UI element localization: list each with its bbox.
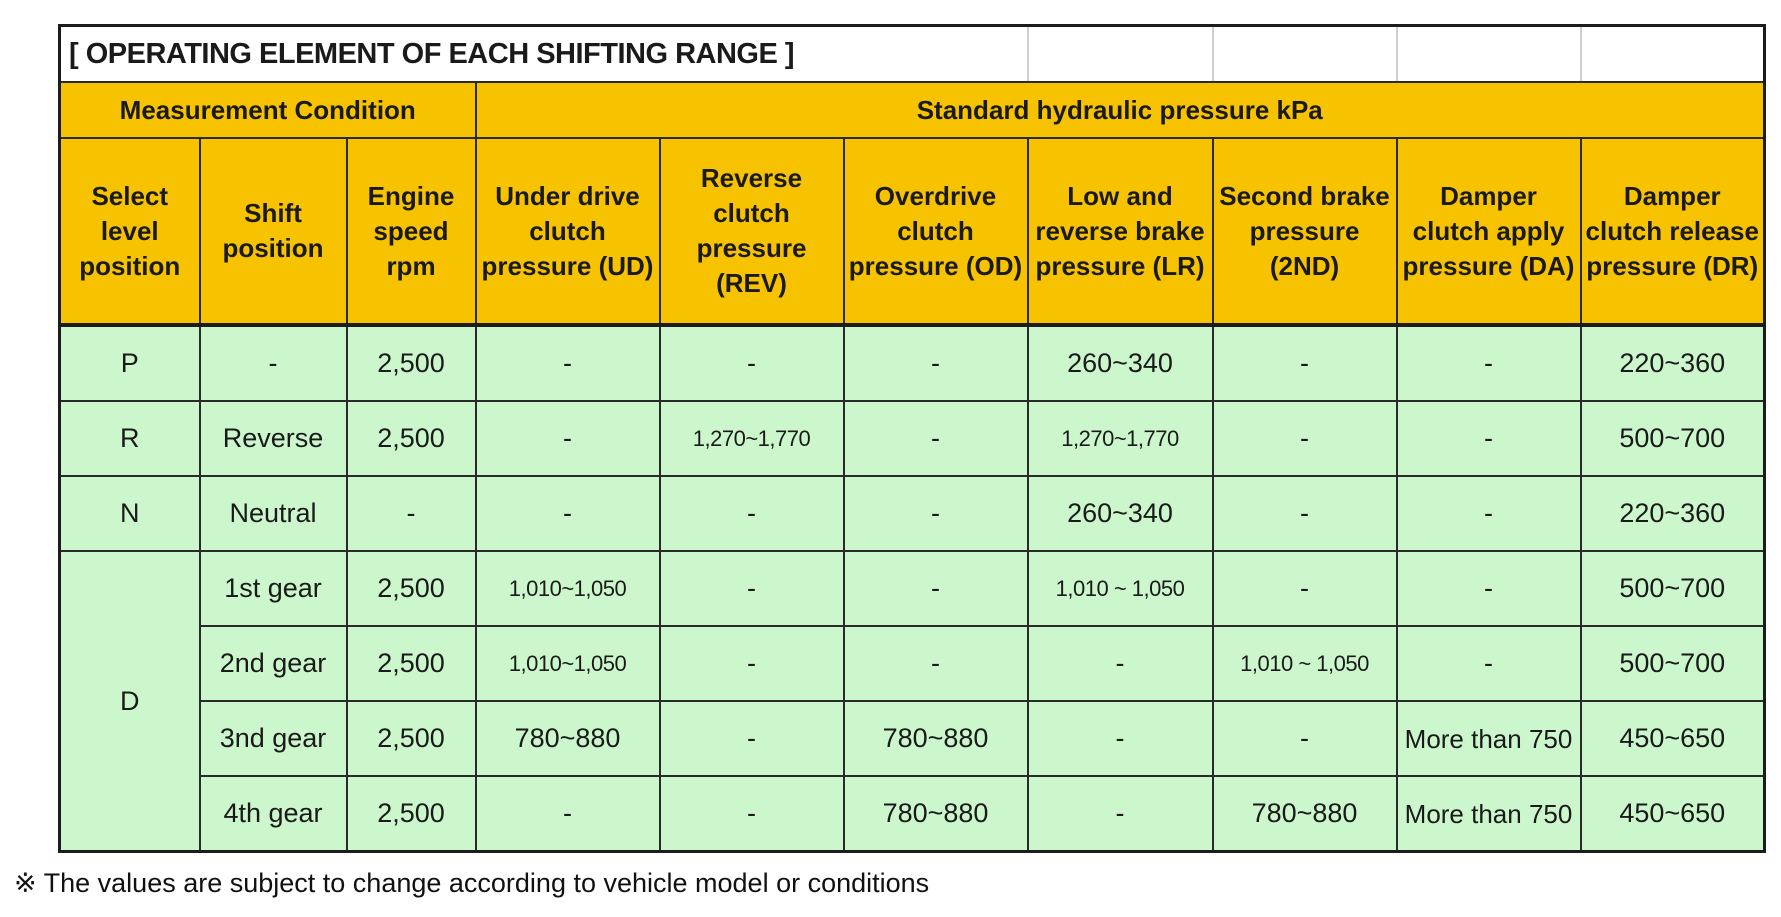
table-row bbox=[60, 476, 1765, 551]
cell-dr: 450~650 bbox=[1581, 776, 1765, 852]
table-row bbox=[60, 401, 1765, 476]
cell-od: 780~880 bbox=[844, 776, 1028, 852]
cell-ud: - bbox=[476, 776, 660, 852]
cell-rpm: 2,500 bbox=[347, 626, 476, 701]
cell-select: P bbox=[60, 325, 200, 401]
cell-select: N bbox=[60, 476, 200, 551]
cell-lr: - bbox=[1028, 626, 1213, 701]
cell-rpm: 2,500 bbox=[347, 701, 476, 776]
cell-2nd: - bbox=[1213, 476, 1397, 551]
cell-rev: - bbox=[660, 476, 844, 551]
cell-lr: 260~340 bbox=[1028, 476, 1213, 551]
column-header-ud: Under drive clutch pressure (UD) bbox=[476, 138, 660, 325]
column-header-lr: Low and reverse brake pressure (LR) bbox=[1028, 138, 1213, 325]
cell-dr: 220~360 bbox=[1581, 476, 1765, 551]
cell-lr: - bbox=[1028, 776, 1213, 852]
title-blank-cell bbox=[1581, 26, 1765, 83]
table-row bbox=[60, 325, 1765, 401]
cell-2nd: - bbox=[1213, 401, 1397, 476]
pressure-table bbox=[58, 24, 1766, 853]
cell-shift: 1st gear bbox=[200, 551, 347, 626]
cell-2nd: - bbox=[1213, 325, 1397, 401]
cell-lr: 1,010 ~ 1,050 bbox=[1028, 551, 1213, 626]
cell-ud: - bbox=[476, 325, 660, 401]
cell-2nd: - bbox=[1213, 551, 1397, 626]
cell-da: - bbox=[1397, 476, 1581, 551]
standard-pressure-header: Standard hydraulic pressure kPa bbox=[476, 82, 1765, 138]
cell-da: More than 750 bbox=[1397, 776, 1581, 852]
table-title: [ OPERATING ELEMENT OF EACH SHIFTING RANGE ] bbox=[60, 26, 1028, 83]
cell-rpm: 2,500 bbox=[347, 776, 476, 852]
cell-shift: - bbox=[200, 325, 347, 401]
footnote: ※ The values are subject to change according to vehicle model or conditions bbox=[14, 868, 930, 898]
title-blank-cell bbox=[1213, 26, 1397, 83]
cell-od: - bbox=[844, 401, 1028, 476]
cell-shift: Neutral bbox=[200, 476, 347, 551]
cell-rev: 1,270~1,770 bbox=[660, 401, 844, 476]
cell-shift: 3nd gear bbox=[200, 701, 347, 776]
table-row bbox=[60, 626, 1765, 701]
cell-rpm: - bbox=[347, 476, 476, 551]
cell-select: D bbox=[60, 551, 200, 852]
cell-od: - bbox=[844, 626, 1028, 701]
cell-dr: 500~700 bbox=[1581, 551, 1765, 626]
cell-rev: - bbox=[660, 626, 844, 701]
column-header-rev: Reverse clutch pressure (REV) bbox=[660, 138, 844, 325]
cell-rpm: 2,500 bbox=[347, 401, 476, 476]
cell-ud: - bbox=[476, 401, 660, 476]
cell-2nd: - bbox=[1213, 701, 1397, 776]
table-row bbox=[60, 776, 1765, 852]
cell-dr: 220~360 bbox=[1581, 325, 1765, 401]
cell-od: - bbox=[844, 476, 1028, 551]
cell-ud: 1,010~1,050 bbox=[476, 626, 660, 701]
cell-dr: 500~700 bbox=[1581, 626, 1765, 701]
cell-dr: 500~700 bbox=[1581, 401, 1765, 476]
cell-shift: 4th gear bbox=[200, 776, 347, 852]
cell-od: - bbox=[844, 551, 1028, 626]
column-header-engine-speed: Engine speed rpm bbox=[347, 138, 476, 325]
cell-da: - bbox=[1397, 325, 1581, 401]
cell-lr: 260~340 bbox=[1028, 325, 1213, 401]
cell-rev: - bbox=[660, 701, 844, 776]
title-blank-cell bbox=[1028, 26, 1213, 83]
column-header-select-level: Select level position bbox=[60, 138, 200, 325]
cell-shift: Reverse bbox=[200, 401, 347, 476]
cell-od: - bbox=[844, 325, 1028, 401]
cell-rpm: 2,500 bbox=[347, 551, 476, 626]
cell-2nd: 1,010 ~ 1,050 bbox=[1213, 626, 1397, 701]
column-header-shift-position: Shift position bbox=[200, 138, 347, 325]
table-row bbox=[60, 701, 1765, 776]
cell-dr: 450~650 bbox=[1581, 701, 1765, 776]
cell-lr: - bbox=[1028, 701, 1213, 776]
cell-rev: - bbox=[660, 551, 844, 626]
cell-2nd: 780~880 bbox=[1213, 776, 1397, 852]
cell-ud: 780~880 bbox=[476, 701, 660, 776]
cell-rev: - bbox=[660, 325, 844, 401]
cell-lr: 1,270~1,770 bbox=[1028, 401, 1213, 476]
cell-rpm: 2,500 bbox=[347, 325, 476, 401]
column-header-da: Damper clutch apply pressure (DA) bbox=[1397, 138, 1581, 325]
column-header-od: Overdrive clutch pressure (OD) bbox=[844, 138, 1028, 325]
cell-ud: - bbox=[476, 476, 660, 551]
cell-ud: 1,010~1,050 bbox=[476, 551, 660, 626]
cell-da: - bbox=[1397, 551, 1581, 626]
cell-od: 780~880 bbox=[844, 701, 1028, 776]
cell-da: More than 750 bbox=[1397, 701, 1581, 776]
column-header-2nd: Second brake pressure (2ND) bbox=[1213, 138, 1397, 325]
cell-rev: - bbox=[660, 776, 844, 852]
measurement-condition-header: Measurement Condition bbox=[60, 82, 476, 138]
cell-select: R bbox=[60, 401, 200, 476]
title-blank-cell bbox=[1397, 26, 1581, 83]
cell-shift: 2nd gear bbox=[200, 626, 347, 701]
cell-da: - bbox=[1397, 626, 1581, 701]
cell-da: - bbox=[1397, 401, 1581, 476]
table-row bbox=[60, 551, 1765, 626]
column-header-dr: Damper clutch release pressure (DR) bbox=[1581, 138, 1765, 325]
